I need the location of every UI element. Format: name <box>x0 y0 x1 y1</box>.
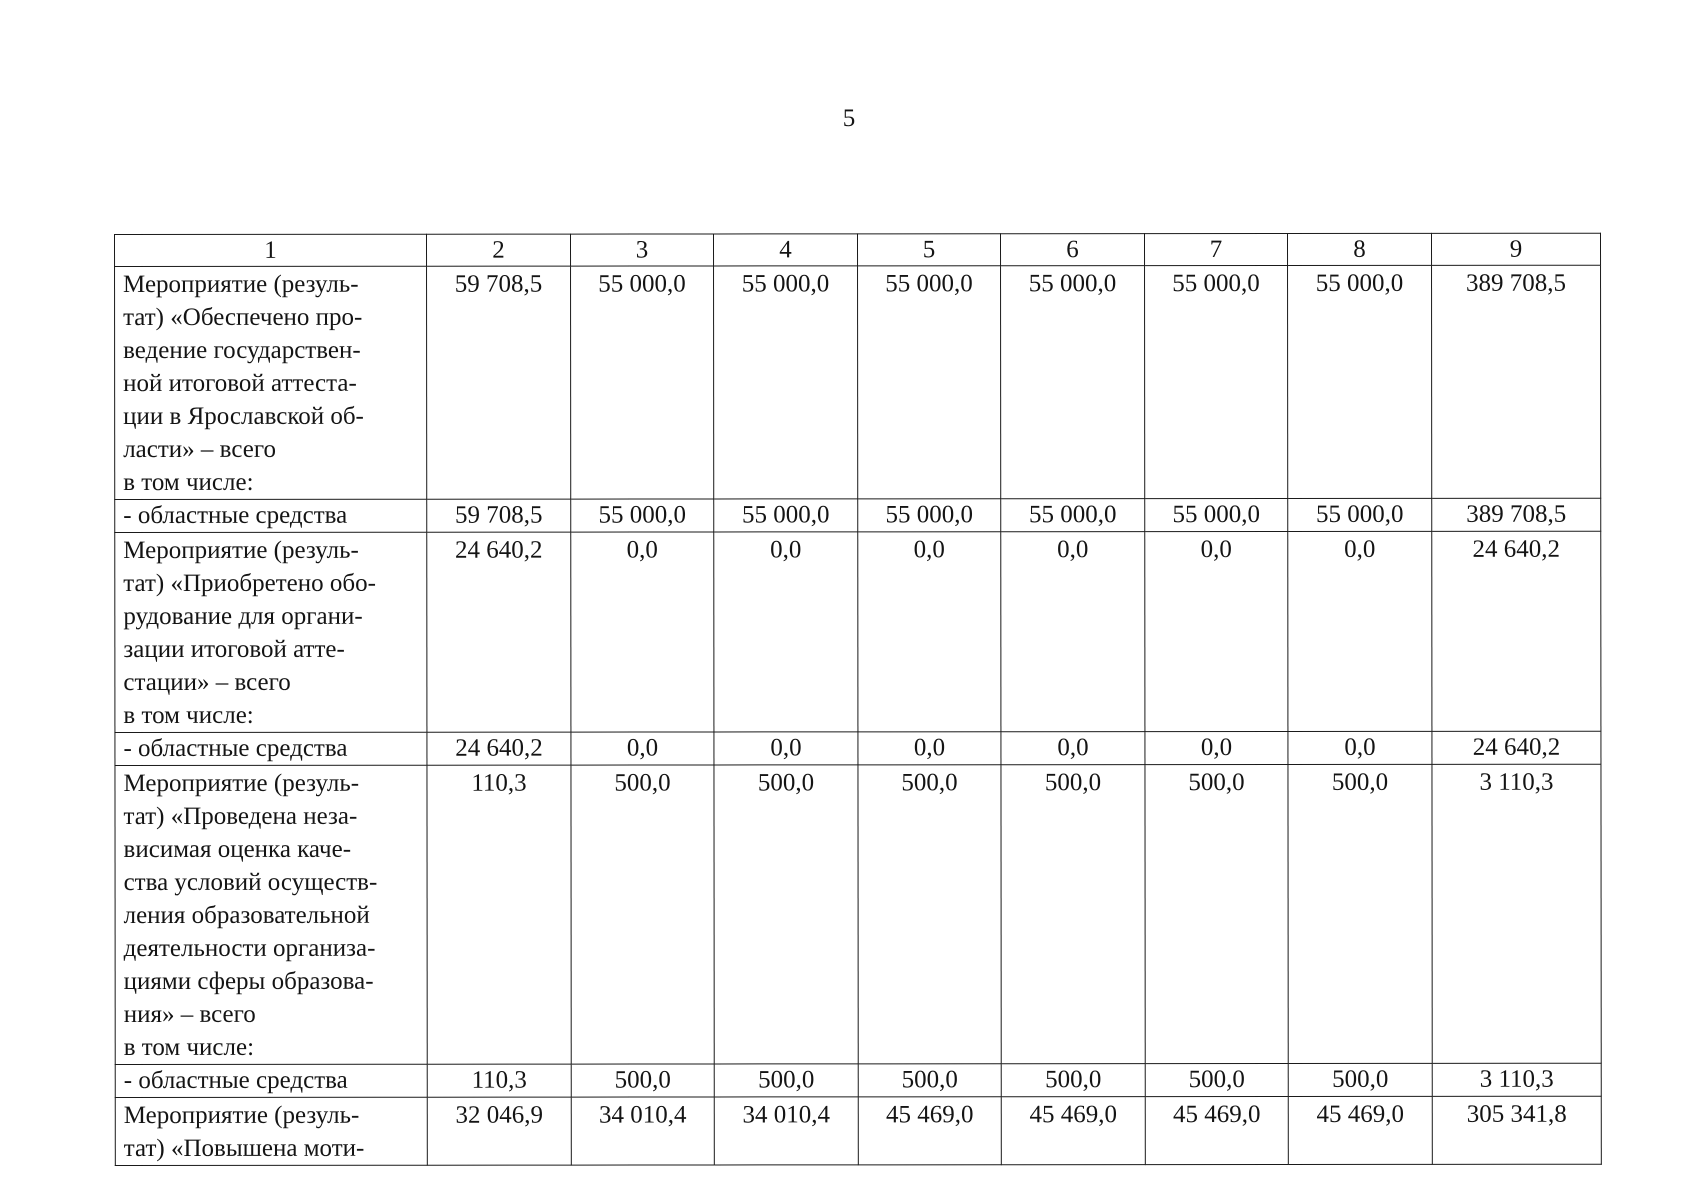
table-row-event <box>115 764 1601 1064</box>
year-value-cell: 0,0 <box>1145 731 1288 764</box>
total-value-cell: 3 110,3 <box>1432 1063 1601 1096</box>
column-header: 6 <box>1001 234 1145 266</box>
year-value-cell: 500,0 <box>1288 1063 1432 1096</box>
total-value-cell: 389 708,5 <box>1432 265 1601 498</box>
year-value-cell: 110,3 <box>427 765 571 1064</box>
year-value-cell: 45 469,0 <box>1001 1097 1145 1165</box>
year-value-cell: 32 046,9 <box>427 1097 571 1165</box>
year-value-cell: 59 708,5 <box>427 499 571 532</box>
year-value-cell: 0,0 <box>1145 531 1288 731</box>
column-header: 7 <box>1145 233 1288 265</box>
total-value-cell: 3 110,3 <box>1432 764 1601 1063</box>
funding-source-label: - областные средства <box>115 732 427 765</box>
table-row-funding-source <box>115 498 1601 532</box>
year-value-cell: 0,0 <box>1001 532 1145 732</box>
year-value-cell: 0,0 <box>1001 732 1145 765</box>
year-value-cell: 59 708,5 <box>427 266 571 499</box>
total-value-cell: 389 708,5 <box>1432 498 1601 531</box>
year-value-cell: 55 000,0 <box>714 499 858 532</box>
column-header: 1 <box>115 234 427 266</box>
year-value-cell: 55 000,0 <box>714 266 858 499</box>
event-name: Мероприятие (резуль- тат) «Обеспечено про- ведение государствен- ной итоговой аттеста- ции в Ярославской об- ласти» – всего в том числе: <box>115 266 427 499</box>
table-row-event <box>115 1096 1601 1165</box>
year-value-cell: 500,0 <box>858 1064 1001 1097</box>
total-value-cell: 24 640,2 <box>1432 731 1601 764</box>
year-value-cell: 110,3 <box>427 1064 571 1097</box>
year-value-cell: 0,0 <box>858 532 1001 732</box>
year-value-cell: 500,0 <box>714 765 858 1064</box>
year-value-cell: 0,0 <box>714 732 858 765</box>
column-header: 8 <box>1288 233 1432 265</box>
year-value-cell: 55 000,0 <box>858 499 1001 532</box>
funding-source-label: - областные средства <box>115 499 427 532</box>
year-value-cell: 45 469,0 <box>858 1097 1001 1165</box>
funding-source-label: - областные средства <box>115 1064 427 1097</box>
year-value-cell: 0,0 <box>1288 731 1432 764</box>
column-header: 4 <box>714 234 858 266</box>
year-value-cell: 500,0 <box>1001 765 1145 1064</box>
event-name: Мероприятие (резуль- тат) «Проведена неза- висимая оценка каче- ства условий осуществ- ления образовательной деятельности организа- циями сферы образова- ния» – всего в том числе: <box>115 765 427 1064</box>
column-header: 3 <box>571 234 714 266</box>
year-value-cell: 0,0 <box>858 732 1001 765</box>
year-value-cell: 45 469,0 <box>1288 1096 1432 1164</box>
table-row-funding-source <box>115 731 1601 765</box>
year-value-cell: 0,0 <box>714 532 858 732</box>
year-value-cell: 55 000,0 <box>1145 265 1288 498</box>
table-header-row <box>115 233 1601 266</box>
column-header: 2 <box>427 234 571 266</box>
column-header: 5 <box>858 234 1001 266</box>
year-value-cell: 500,0 <box>1145 1063 1288 1096</box>
table-row-event <box>115 531 1601 732</box>
year-value-cell: 500,0 <box>571 765 714 1064</box>
table-row-event <box>115 265 1601 499</box>
year-value-cell: 500,0 <box>714 1064 858 1097</box>
year-value-cell: 55 000,0 <box>858 266 1001 499</box>
year-value-cell: 55 000,0 <box>1001 499 1145 532</box>
column-header: 9 <box>1431 233 1600 265</box>
year-value-cell: 0,0 <box>571 532 714 732</box>
year-value-cell: 45 469,0 <box>1145 1096 1288 1164</box>
year-value-cell: 500,0 <box>571 1064 714 1097</box>
year-value-cell: 500,0 <box>1001 1064 1145 1097</box>
year-value-cell: 0,0 <box>1288 531 1432 731</box>
table-row-funding-source <box>115 1063 1601 1097</box>
year-value-cell: 24 640,2 <box>427 732 571 765</box>
year-value-cell: 24 640,2 <box>427 532 571 732</box>
budget-table <box>114 233 1602 1166</box>
year-value-cell: 55 000,0 <box>1001 266 1145 499</box>
year-value-cell: 55 000,0 <box>1288 265 1432 498</box>
total-value-cell: 305 341,8 <box>1432 1096 1601 1164</box>
year-value-cell: 55 000,0 <box>1288 498 1432 531</box>
year-value-cell: 55 000,0 <box>571 266 714 499</box>
year-value-cell: 55 000,0 <box>571 499 714 532</box>
year-value-cell: 500,0 <box>1145 764 1288 1063</box>
event-name: Мероприятие (резуль- тат) «Приобретено обо- рудование для органи- зации итоговой атте- стации» – всего в том числе: <box>115 532 427 732</box>
year-value-cell: 500,0 <box>1288 764 1432 1063</box>
year-value-cell: 55 000,0 <box>1145 498 1288 531</box>
year-value-cell: 500,0 <box>858 765 1001 1064</box>
total-value-cell: 24 640,2 <box>1432 531 1601 731</box>
year-value-cell: 34 010,4 <box>714 1097 858 1165</box>
event-name: Мероприятие (резуль- тат) «Повышена моти- <box>115 1097 427 1165</box>
year-value-cell: 34 010,4 <box>571 1097 714 1165</box>
year-value-cell: 0,0 <box>571 732 714 765</box>
page-number: 5 <box>842 105 856 132</box>
